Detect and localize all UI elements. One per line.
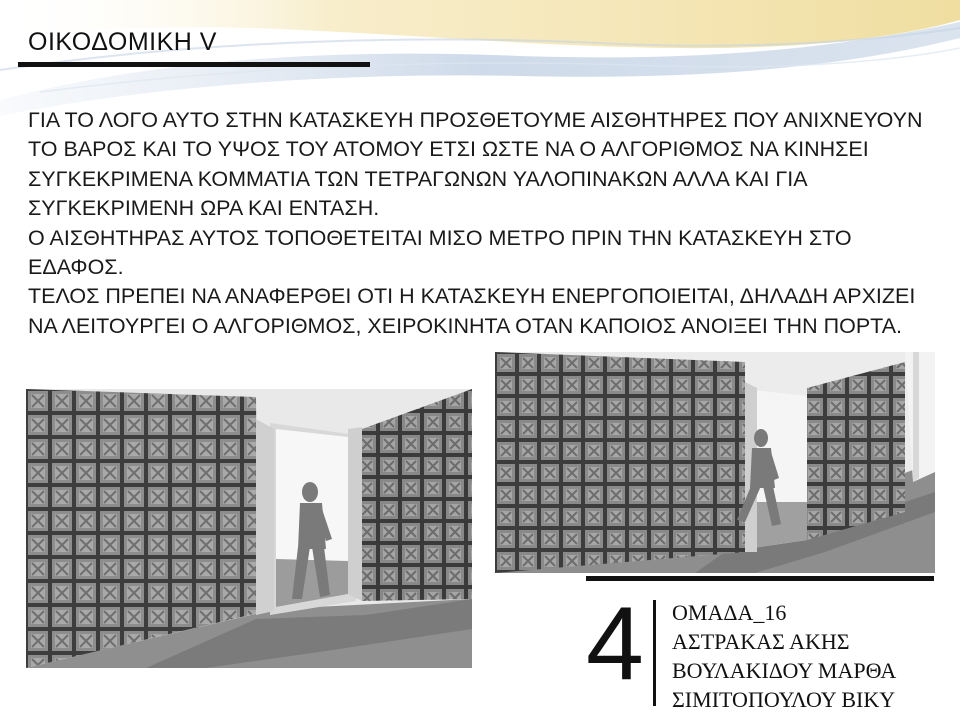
body-text [28, 106, 933, 341]
credit-member: ΑΣΤΡΑΚΑΣ ΑΚΗΣ [672, 629, 850, 654]
credit-member: ΣΙΜΙΤΟΠΟΥΛΟΥ ΒΙΚΥ [672, 687, 896, 712]
footer-divider [653, 600, 656, 706]
page-number: 4 [586, 586, 644, 702]
slide-title: ΟΙΚΟΔΟΜΙΚΗ V [28, 28, 217, 56]
paragraph-sensor-position: Ο ΑΙΣΘΗΤΗΡΑΣ ΑΥΤΟΣ ΤΟΠΟΘΕΤΕΙΤΑΙ ΜΙΣΟ ΜΕΤΡΟ ΠΡΙΝ ΤΗΝ ΚΑΤΑΣΚΕΥΗ ΣΤΟ ΕΔΑΦΟΣ. [28, 225, 852, 280]
credit-member: ΒΟΥΛΑΚΙΔΟΥ ΜΑΡΘΑ [672, 658, 897, 683]
title-underline [18, 62, 370, 67]
render-image-right [495, 352, 935, 573]
paragraph-sensors: ΓΙΑ ΤΟ ΛΟΓΟ ΑΥΤΟ ΣΤΗΝ ΚΑΤΑΣΚΕΥΗ ΠΡΟΣΘΕΤΟΥΜΕ ΑΙΣΘΗΤΗΡΕΣ ΠΟΥ ΑΝΙΧΝΕΥΟΥΝ ΤΟ ΒΑΡΟΣ ΚΑΙ ΤΟ ΥΨΟΣ ΤΟΥ ΑΤΟΜΟΥ ΕΤΣΙ ΩΣΤΕ ΝΑ Ο ΑΛΓΟΡΙΘΜΟΣ ΝΑ ΚΙΝΗΣΕΙ ΣΥΓΚΕΚΡΙΜΕΝΑ ΚΟΜΜΑΤΙΑ ΤΩΝ ΤΕΤΡΑΓΩΝΩΝ ΥΑΛΟΠΙΝΑΚΩΝ ΑΛΛΑ ΚΑΙ ΓΙΑ ΣΥΓΚΕΚΡΙΜΕΝΗ ΩΡΑ ΚΑΙ ΕΝΤΑΣΗ. [28, 108, 923, 221]
paragraph-activation: ΤΕΛΟΣ ΠΡΕΠΕΙ ΝΑ ΑΝΑΦΕΡΘΕΙ ΟΤΙ Η ΚΑΤΑΣΚΕΥΗ ΕΝΕΡΓΟΠΟΙΕΙΤΑΙ, ΔΗΛΑΔΗ ΑΡΧΙΖΕΙ ΝΑ ΛΕΙΤΟΥΡΓΕΙ Ο ΑΛΓΟΡΙΘΜΟΣ, ΧΕΙΡΟΚΙΝΗΤΑ ΟΤΑΝ ΚΑΠΟΙΟΣ ΑΝΟΙΞΕΙ ΤΗΝ ΠΟΡΤΑ. [28, 284, 916, 338]
team-credits [672, 598, 896, 714]
footer-rule [586, 576, 934, 581]
render-image-left [26, 389, 472, 668]
credit-team: ΟΜΑΔΑ_16 [672, 600, 787, 625]
